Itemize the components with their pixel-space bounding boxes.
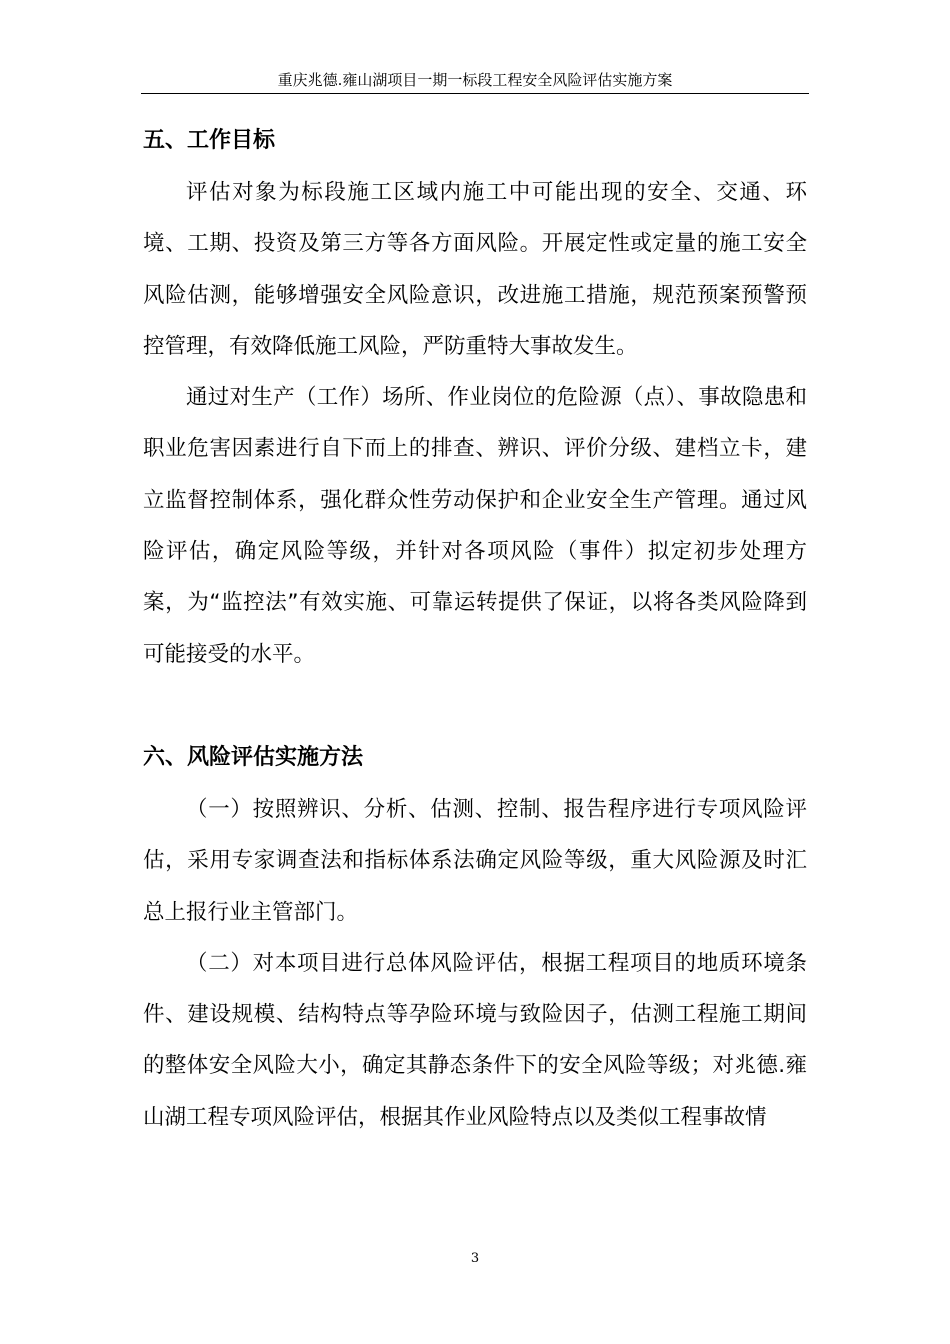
paragraph-method-one: （一）按照辨识、分析、估测、控制、报告程序进行专项风险评估，采用专家调查法和指标体系法确定风险等级，重大风险源及时汇总上报行业主管部门。 [143,796,807,925]
running-header: 重庆兆德.雍山湖项目一期一标段工程安全风险评估实施方案 [277,71,673,89]
section-heading-assessment-methods: 六、风险评估实施方法 [143,744,364,770]
paragraph-assessment-scope: 评估对象为标段施工区域内施工中可能出现的安全、交通、环境、工期、投资及第三方等各方面风险。开展定性或定量的施工安全风险估测，能够增强安全风险意识，改进施工措施，规范预案预警预控管理，有效降低施工风险，严防重特大事故发生。 [143,180,807,359]
section-work-objectives [143,115,807,680]
section-spacer [143,680,807,732]
page-number: 3 [470,1251,480,1266]
paragraph-hazard-investigation: 通过对生产（工作）场所、作业岗位的危险源（点）、事故隐患和职业危害因素进行自下而上的排查、辨识、评价分级、建档立卡，建立监督控制体系，强化群众性劳动保护和企业安全生产管理。通过风险评估，确定风险等级，并针对各项风险（事件）拟定初步处理方案，为“监控法”有效实施、可靠运转提供了保证，以将各类风险降到可能接受的水平。 [143,385,807,667]
page-body [143,115,807,1143]
section-assessment-methods [143,732,807,1143]
section-heading-work-objectives: 五、工作目标 [143,128,276,153]
header-divider [141,93,809,94]
paragraph-method-two: （二）对本项目进行总体风险评估，根据工程项目的地质环境条件、建设规模、结构特点等孕险环境与致险因子，估测工程施工期间的整体安全风险大小，确定其静态条件下的安全风险等级；对兆德.雍山湖工程专项风险评估，根据其作业风险特点以及类似工程事故情 [143,950,807,1130]
